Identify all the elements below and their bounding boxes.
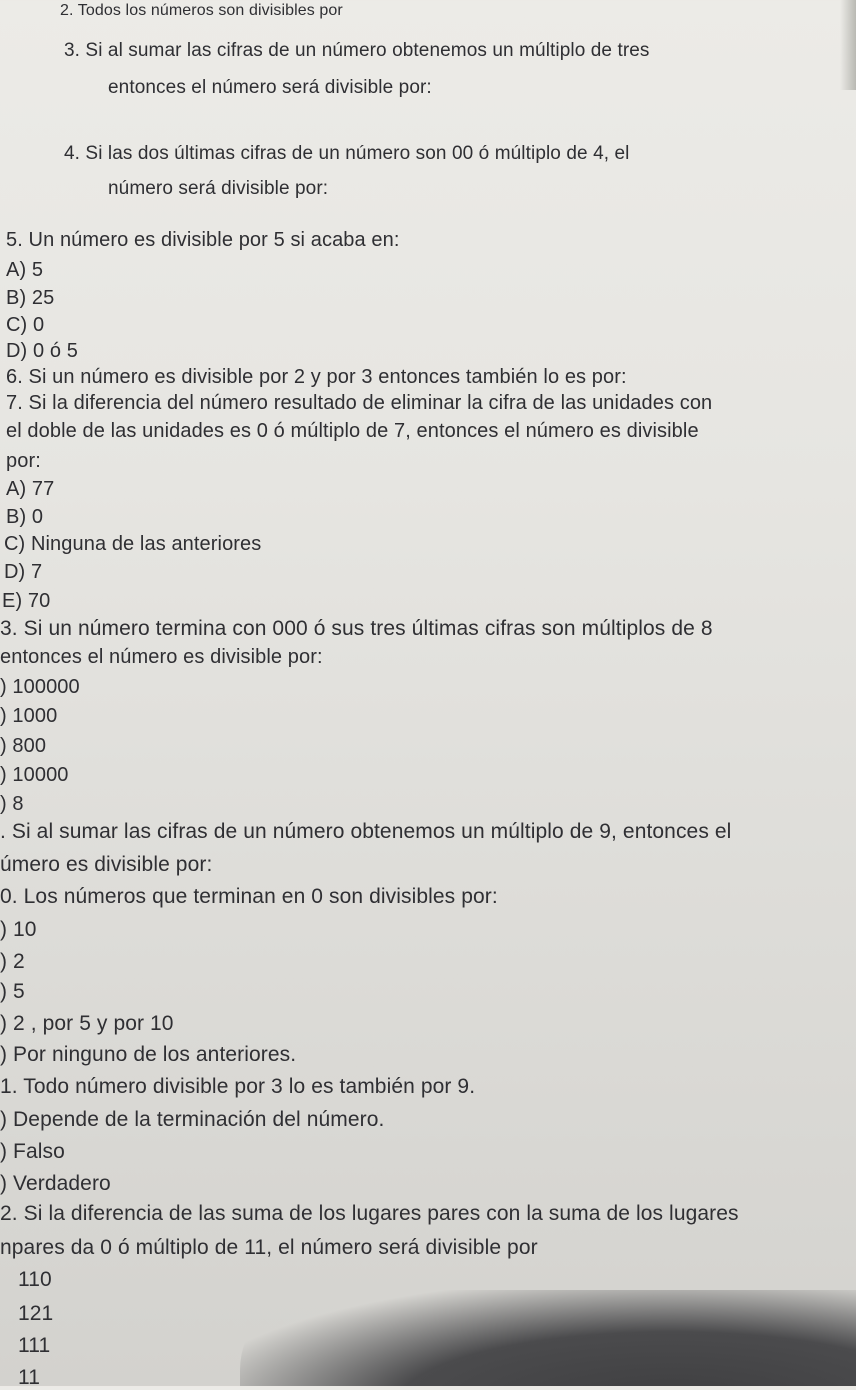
text-line: . Si al sumar las cifras de un número obtenemos un múltiplo de 9, entonces el xyxy=(0,820,732,843)
text-line: ) 2 , por 5 y por 10 xyxy=(0,1012,174,1035)
text-line: A) 5 xyxy=(6,259,44,281)
text-line: número será divisible por: xyxy=(108,178,329,199)
text-line: 3. Si al sumar las cifras de un número obtenemos un múltiplo de tres xyxy=(64,40,650,61)
text-line: E) 70 xyxy=(2,590,51,612)
text-line: ) Depende de la terminación del número. xyxy=(0,1108,385,1131)
text-line: C) Ninguna de las anteriores xyxy=(4,533,262,555)
text-line: D) 7 xyxy=(4,561,43,583)
text-line: npares da 0 ó múltiplo de 11, el número será divisible por xyxy=(0,1236,538,1259)
text-line: el doble de las unidades es 0 ó múltiplo de 7, entonces el número es divisible xyxy=(6,420,699,442)
text-line: entonces el número es divisible por: xyxy=(0,646,323,668)
text-line: por: xyxy=(6,450,41,472)
text-line: 121 xyxy=(18,1302,54,1325)
text-line: 0. Los números que terminan en 0 son divisibles por: xyxy=(0,885,498,908)
text-line: 11 xyxy=(18,1366,40,1389)
text-line: 4. Si las dos últimas cifras de un número son 00 ó múltiplo de 4, el xyxy=(64,143,630,164)
text-line: ) 5 xyxy=(0,980,25,1003)
text-line: 1. Todo número divisible por 3 lo es también por 9. xyxy=(0,1075,476,1098)
text-line: ) 800 xyxy=(0,735,47,757)
text-line: 2. Todos los números son divisibles por xyxy=(60,2,343,19)
text-line: ) 10 xyxy=(0,918,37,941)
text-line: ) 8 xyxy=(0,793,24,815)
text-line: 111 xyxy=(18,1334,51,1357)
text-line: ) 2 xyxy=(0,950,25,973)
text-line: B) 0 xyxy=(6,506,44,528)
text-line: 2. Si la diferencia de las suma de los lugares pares con la suma de los lugares xyxy=(0,1202,739,1225)
text-line: 3. Si un número termina con 000 ó sus tres últimas cifras son múltiplos de 8 xyxy=(0,617,713,640)
text-line: úmero es divisible por: xyxy=(0,853,213,876)
paper-edge-shadow xyxy=(840,0,856,90)
text-line: entonces el número será divisible por: xyxy=(108,77,432,98)
text-line: ) 10000 xyxy=(0,764,69,786)
text-line: D) 0 ó 5 xyxy=(6,340,78,362)
text-line: ) 100000 xyxy=(0,676,80,698)
hand-shadow xyxy=(240,1290,856,1386)
text-line: 6. Si un número es divisible por 2 y por 3 entonces también lo es por: xyxy=(6,366,627,388)
text-line: ) Verdadero xyxy=(0,1172,111,1195)
text-line: A) 77 xyxy=(6,478,55,500)
text-line: 7. Si la diferencia del número resultado de eliminar la cifra de las unidades con xyxy=(6,392,713,414)
text-line: C) 0 xyxy=(6,314,45,336)
text-line: ) Por ninguno de los anteriores. xyxy=(0,1043,297,1066)
text-line: ) Falso xyxy=(0,1140,65,1163)
text-line: 5. Un número es divisible por 5 si acaba en: xyxy=(6,229,400,251)
text-line: 110 xyxy=(18,1268,52,1291)
text-line: B) 25 xyxy=(6,287,55,309)
text-line: ) 1000 xyxy=(0,705,58,727)
